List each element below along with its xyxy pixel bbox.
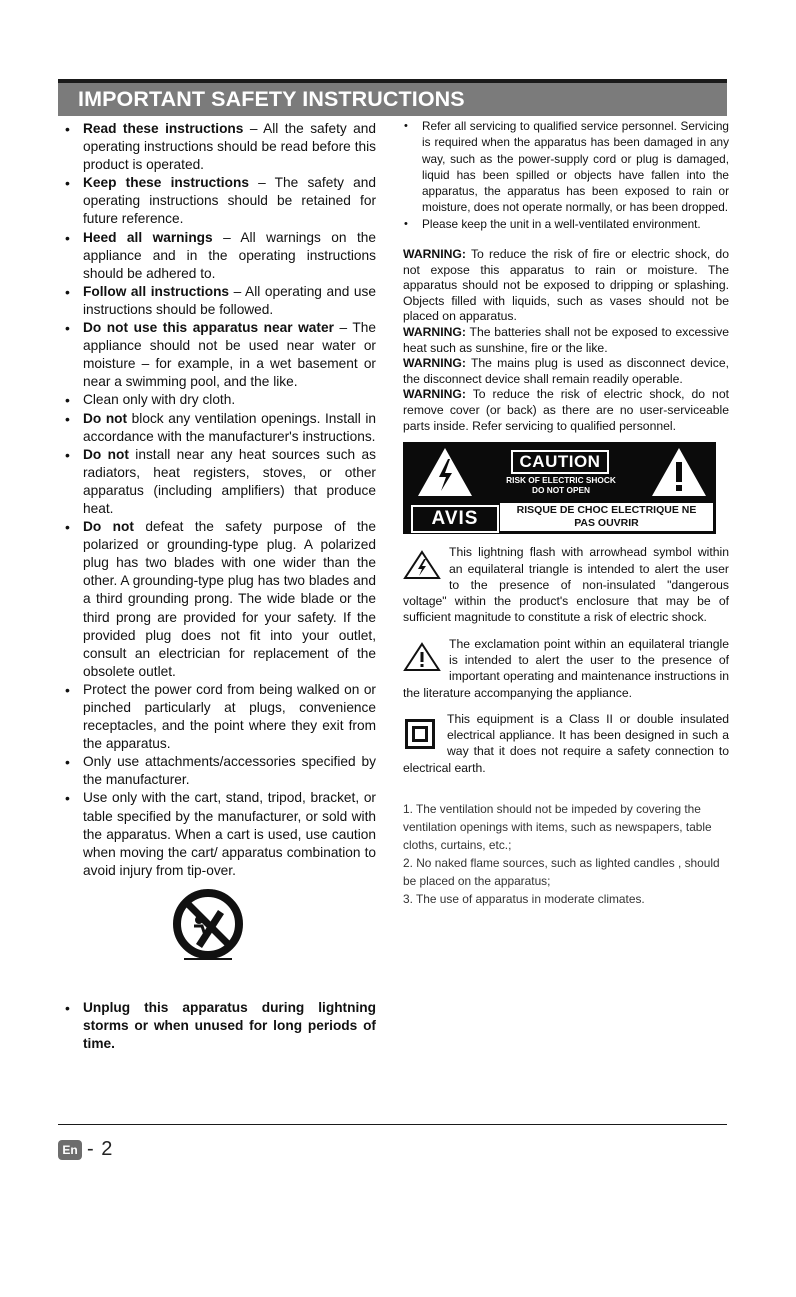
note-item: 3. The use of apparatus in moderate climates.	[403, 892, 645, 907]
notes-list	[403, 800, 729, 908]
page-title: IMPORTANT SAFETY INSTRUCTIONS	[78, 87, 465, 111]
caution-title: CAUTION	[511, 450, 609, 474]
warning-paragraph: WARNING: To reduce the risk of fire or electric shock, do not expose this apparatus to rain or moisture. The apparatus should not be exposed to dripping or splashing. Objects filled with liquids, such as vases should not be placed on apparatus.	[403, 247, 729, 324]
language-badge: En	[58, 1140, 82, 1160]
exclamation-symbol-explanation: The exclamation point within an equilateral triangle is intended to alert the user to the presence of important operating and maintenance instructions in the literature accompanying the appliance.	[403, 636, 729, 700]
page-number: - 2	[87, 1138, 114, 1160]
exclamation-triangle-icon	[403, 642, 441, 672]
caution-label-box	[403, 442, 716, 534]
list-item: • Follow all instructions – All operating and use instructions should be followed.	[62, 283, 376, 319]
note-item: 2. No naked flame sources, such as lighted candles , should be placed on the apparatus;	[403, 856, 720, 889]
bottom-rule	[58, 1124, 727, 1125]
risk-text-fr: RISQUE DE CHOC ELECTRIQUE NE PAS OUVRIR	[516, 504, 697, 530]
lightning-symbol-explanation: This lightning flash with arrowhead symbol within an equilateral triangle is intended to alert the user to the presence of non-insulated "dangerous voltage" within the product's enclosure that may be of sufficient magnitude to constitute a risk of electric shock.	[403, 545, 729, 625]
warning-paragraph: WARNING: The mains plug is used as disconnect device, the disconnect device shall remain readily operable.	[403, 356, 729, 386]
list-item: • Refer all servicing to qualified service personnel. Servicing is required when the apparatus has been damaged in any way, such as the power-supply cord or plug is damaged, liquid has been spilled or objects have fallen into the apparatus, the apparatus has been exposed to rain or moisture, does not operate normally, or has been dropped.	[403, 118, 729, 216]
cart-tipover-icon	[172, 888, 244, 962]
note-item: 1. The ventilation should not be impeded by covering the ventilation openings with items, such as newspapers, table cloths, curtains, etc.;	[403, 802, 712, 853]
list-item: • Keep these instructions – The safety and operating instructions should be retained for future reference.	[62, 174, 376, 228]
avis-title: AVIS	[411, 505, 499, 533]
list-item: • Read these instructions – All the safety and operating instructions should be read before this product is operated.	[62, 120, 376, 174]
right-column	[403, 118, 729, 908]
list-item: • Heed all warnings – All warnings on the appliance and in the operating instructions should be adhered to.	[62, 229, 376, 283]
list-item: • Protect the power cord from being walked on or pinched particularly at plugs, convenience receptacles, and the point where they exit from the apparatus.	[62, 681, 376, 753]
list-item: • Do not defeat the safety purpose of the polarized or grounding-type plug. A polarized plug has two blades with one wider than the other. A grounding-type plug has two blades and a third grounding prong. The wide blade or the third prong are provided for your safety. If the provided plug does not fit into your outlet, consult an electrician for replacement of the obsolete outlet.	[62, 518, 376, 681]
section-header	[58, 83, 727, 116]
page-footer	[58, 1138, 113, 1161]
warning-paragraph: WARNING: The batteries shall not be exposed to excessive heat such as sunshine, fire or the like.	[403, 325, 729, 355]
list-item: • Do not install near any heat sources such as radiators, heat registers, stoves, or other apparatus (including amplifiers) that produce heat.	[62, 446, 376, 518]
warnings	[403, 247, 729, 434]
lightning-warning-icon	[415, 445, 475, 499]
list-item: • Use only with the cart, stand, tripod, bracket, or table specified by the manufacturer, or sold with the apparatus. When a cart is used, use caution when moving the cart/ apparatus combination to avoid injury from tip-over.	[62, 789, 376, 879]
double-insulated-icon	[405, 719, 435, 749]
risk-text-en: RISK OF ELECTRIC SHOCK DO NOT OPEN	[506, 475, 616, 495]
class2-symbol-explanation: This equipment is a Class II or double insulated electrical appliance. It has been designed in such a way that it does not require a safety connection to electrical earth.	[403, 711, 729, 775]
warning-paragraph: WARNING: To reduce the risk of electric shock, do not remove cover (or back) as there are no user-serviceable parts inside. Refer servicing to qualified personnel.	[403, 387, 729, 433]
list-item: • Only use attachments/accessories specified by the manufacturer.	[62, 753, 376, 789]
left-column	[62, 120, 376, 1053]
list-item: • Unplug this apparatus during lightning storms or when unused for long periods of time.	[62, 999, 376, 1053]
list-item: • Clean only with dry cloth.	[62, 391, 376, 409]
exclamation-warning-icon	[649, 445, 709, 499]
cart-warning-figure	[62, 880, 376, 985]
list-item: • Do not block any ventilation openings. Install in accordance with the manufacturer's instructions.	[62, 410, 376, 446]
list-item: • Do not use this apparatus near water – The appliance should not be used near water or moisture – for example, in a wet basement or near a swimming pool, and the like.	[62, 319, 376, 391]
list-item: • Please keep the unit in a well-ventilated environment.	[403, 216, 729, 232]
lightning-triangle-icon	[403, 550, 441, 580]
